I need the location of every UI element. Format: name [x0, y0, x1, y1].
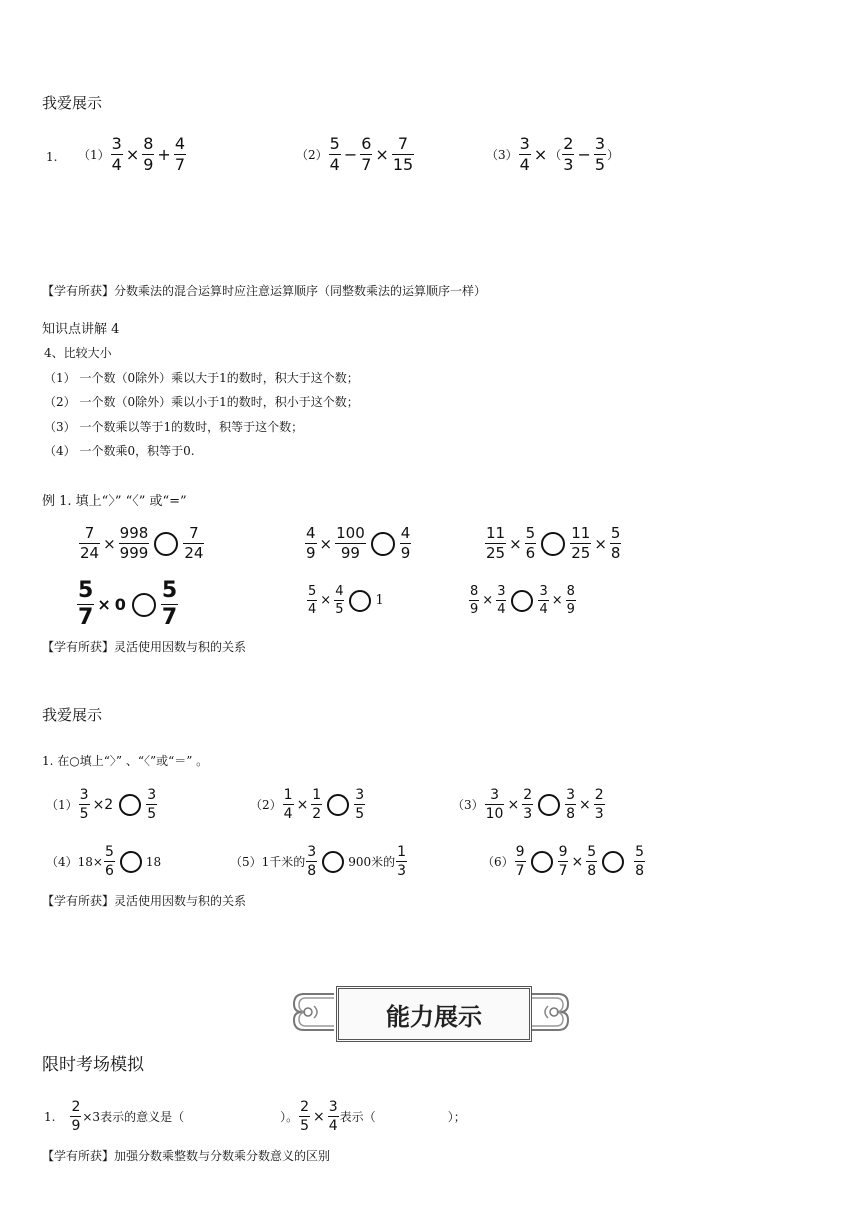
numerator: 5 — [308, 584, 317, 599]
fraction — [354, 788, 365, 821]
numerator: 3 — [497, 584, 506, 599]
numerator: 3 — [594, 134, 606, 153]
fraction — [329, 136, 341, 173]
denominator: 9 — [470, 602, 479, 617]
fraction — [77, 580, 94, 629]
problem-6 — [482, 845, 646, 878]
problem-1 — [46, 788, 158, 821]
example-expression-5 — [306, 585, 384, 616]
denominator: 15 — [392, 155, 414, 174]
compare-circle[interactable] — [511, 590, 533, 612]
compare-circle[interactable] — [541, 532, 565, 556]
expression-label: （2） — [296, 148, 328, 162]
fraction — [396, 845, 407, 878]
numerator: 8 — [566, 584, 575, 599]
denominator: 8 — [307, 863, 317, 879]
operator: × — [482, 593, 494, 608]
fraction — [104, 845, 115, 878]
fraction — [496, 585, 506, 616]
fraction — [610, 526, 622, 561]
zero-value: 0 — [114, 595, 126, 614]
knowledge-item: （2） 一个数（0除外）乘以小于1的数时，积小于这个数； — [44, 395, 359, 409]
question-text: ）； — [447, 1110, 466, 1124]
numerator: 2 — [563, 134, 574, 153]
fraction — [594, 788, 605, 821]
example-expression-6 — [468, 585, 577, 616]
fraction — [307, 585, 317, 616]
operator: − — [343, 145, 358, 164]
fraction — [400, 526, 412, 561]
fraction — [522, 788, 533, 821]
numerator: 3 — [307, 844, 317, 860]
fraction — [558, 845, 569, 878]
denominator: 4 — [111, 155, 122, 174]
denominator: 5 — [594, 155, 606, 174]
operator: × — [509, 534, 522, 553]
question-text: ）。 — [280, 1110, 299, 1124]
fraction — [119, 526, 150, 561]
numerator: 3 — [111, 134, 122, 153]
denominator: 5 — [335, 602, 344, 617]
compare-circle[interactable] — [132, 593, 156, 617]
denominator: 10 — [485, 806, 504, 822]
denominator: 99 — [340, 544, 360, 562]
expression-3 — [486, 136, 619, 173]
exam-title: 限时考场模拟 — [42, 1055, 144, 1075]
numerator: 4 — [174, 134, 186, 153]
denominator: 8 — [566, 806, 576, 822]
numerator: 3 — [79, 787, 89, 803]
example-expression-1 — [78, 526, 205, 561]
numerator: 4 — [400, 524, 411, 542]
compare-circle[interactable] — [322, 851, 344, 873]
numerator: 7 — [84, 524, 95, 542]
problem-number — [46, 138, 57, 176]
denominator: 4 — [497, 602, 506, 617]
denominator: 9 — [566, 602, 575, 617]
question-text: 表示（ — [339, 1110, 376, 1124]
operator: × — [97, 595, 111, 614]
fraction — [570, 526, 591, 561]
expression-1 — [78, 136, 187, 173]
denominator: 4 — [308, 602, 317, 617]
numerator: 3 — [566, 787, 576, 803]
section-title: 我爱展示 — [42, 94, 103, 112]
operator: × — [533, 145, 548, 164]
paren-open: （ — [549, 148, 562, 162]
problem-4 — [46, 845, 161, 878]
numerator: 11 — [486, 524, 506, 542]
operator: + — [157, 145, 171, 164]
denominator: 4 — [328, 1118, 338, 1134]
problem-5 — [230, 845, 408, 878]
compare-circle[interactable] — [602, 851, 624, 873]
numerator: 5 — [587, 844, 597, 860]
problem-number-label: 1. — [46, 150, 58, 164]
paren-close: ） — [607, 148, 620, 162]
numerator: 2 — [71, 1099, 81, 1115]
problem-label: （3） — [452, 798, 484, 812]
fraction — [283, 788, 294, 821]
compare-circle[interactable] — [371, 532, 395, 556]
numerator: 5 — [610, 524, 621, 542]
problem-label: （5）1千米的 — [230, 855, 306, 869]
numerator: 3 — [539, 584, 548, 599]
fraction — [111, 136, 123, 173]
numerator: 4 — [335, 584, 344, 599]
fraction — [360, 136, 372, 173]
denominator: 999 — [119, 544, 149, 562]
fraction — [515, 845, 526, 878]
knowledge-item: （4） 一个数乘0，积等于0. — [44, 444, 195, 458]
denominator: 6 — [104, 863, 114, 879]
numerator: 100 — [336, 524, 365, 542]
learning-gain-note: 【学有所获】灵活使用因数与积的关系 — [42, 894, 247, 908]
fraction — [79, 788, 90, 821]
denominator: 7 — [161, 605, 178, 630]
denominator: 3 — [563, 155, 574, 174]
compare-circle[interactable] — [120, 851, 142, 873]
denominator: 8 — [635, 863, 645, 879]
denominator: 9 — [143, 155, 154, 174]
numerator: 9 — [515, 844, 525, 860]
problem-2 — [250, 788, 366, 821]
fraction — [70, 1100, 81, 1133]
numerator: 8 — [143, 134, 154, 153]
numerator: 5 — [161, 578, 178, 603]
operator: × — [320, 593, 332, 608]
fraction — [485, 526, 506, 561]
problem-label: （4）18× — [46, 855, 103, 869]
compare-circle[interactable] — [154, 532, 178, 556]
numerator: 3 — [490, 787, 500, 803]
denominator: 7 — [174, 155, 186, 174]
problem-label: （6） — [482, 855, 514, 869]
numerator: 5 — [329, 134, 340, 153]
denominator: 7 — [361, 155, 372, 174]
denominator: 2 — [312, 806, 322, 822]
compare-circle[interactable] — [531, 851, 553, 873]
denominator: 4 — [519, 155, 530, 174]
numerator: 5 — [104, 844, 114, 860]
example-expression-4 — [76, 580, 179, 629]
operator: × — [551, 593, 563, 608]
exam-question-1 — [44, 1100, 466, 1133]
denominator: 5 — [355, 806, 365, 822]
denominator: 3 — [397, 863, 407, 879]
fraction — [634, 845, 645, 878]
fraction — [586, 845, 597, 878]
fraction — [392, 136, 414, 173]
denominator: 25 — [571, 544, 591, 562]
fraction — [469, 585, 479, 616]
learning-gain-note: 【学有所获】加强分数乘整数与分数乘分数意义的区别 — [42, 1149, 331, 1163]
ornament-right-icon — [526, 988, 572, 1036]
numerator: 3 — [355, 787, 365, 803]
problem-text: 900米的 — [348, 855, 396, 869]
denominator: 5 — [79, 806, 89, 822]
fraction — [594, 136, 606, 173]
operator: × — [103, 534, 116, 553]
numerator: 5 — [525, 524, 536, 542]
denominator: 9 — [71, 1118, 81, 1134]
compare-circle[interactable] — [538, 794, 560, 816]
fraction — [79, 526, 100, 561]
question-text: ×3表示的意义是（ — [82, 1110, 185, 1124]
numerator: 9 — [558, 844, 568, 860]
numerator: 8 — [470, 584, 479, 599]
denominator: 4 — [539, 602, 548, 617]
fraction — [335, 526, 366, 561]
knowledge-item: （1） 一个数（0除外）乘以大于1的数时，积大于这个数； — [44, 371, 359, 385]
numerator: 2 — [523, 787, 533, 803]
fraction — [306, 845, 317, 878]
learning-gain-note: 【学有所获】灵活使用因数与积的关系 — [42, 640, 247, 654]
problem-label: （1） — [46, 798, 78, 812]
expression-2 — [296, 136, 415, 173]
denominator: 4 — [283, 806, 293, 822]
fraction — [299, 1100, 310, 1133]
section-title: 我爱展示 — [42, 706, 103, 724]
denominator: 3 — [523, 806, 533, 822]
operator: × — [507, 796, 520, 813]
fraction — [566, 585, 576, 616]
numerator: 1 — [283, 787, 293, 803]
fraction — [562, 136, 574, 173]
fraction — [305, 526, 317, 561]
fraction — [161, 580, 178, 629]
numerator: 998 — [119, 524, 149, 542]
denominator: 24 — [184, 544, 204, 562]
denominator: 4 — [329, 155, 340, 174]
problem-label: （2） — [250, 798, 282, 812]
numerator: 3 — [147, 787, 157, 803]
example-title: 例 1. 填上“〉” “〈” 或“=” — [42, 494, 187, 509]
operator: × — [571, 853, 584, 870]
example-expression-3 — [484, 526, 622, 561]
denominator: 8 — [610, 544, 621, 562]
denominator: 9 — [306, 544, 316, 562]
numerator: 7 — [189, 524, 199, 542]
operator: × — [319, 534, 333, 553]
expression-label: （1） — [78, 148, 110, 162]
operator: × — [313, 1108, 325, 1125]
numerator: 4 — [306, 524, 316, 542]
compare-circle[interactable] — [349, 590, 371, 612]
denominator: 9 — [400, 544, 411, 562]
numerator: 11 — [571, 524, 591, 542]
fraction — [328, 1100, 339, 1133]
operator: − — [577, 145, 591, 164]
operator: × — [579, 796, 591, 813]
fraction — [183, 526, 204, 561]
fraction — [146, 788, 157, 821]
fraction — [174, 136, 186, 173]
numerator: 6 — [361, 134, 372, 153]
problem-3 — [452, 788, 606, 821]
denominator: 25 — [486, 544, 506, 562]
numerator: 1 — [397, 844, 407, 860]
denominator: 7 — [558, 863, 568, 879]
operator: ×2 — [92, 796, 114, 813]
fraction — [519, 136, 531, 173]
ornament-left-icon — [290, 988, 336, 1036]
fraction — [525, 526, 537, 561]
banner-title: 能力展示 — [386, 1002, 482, 1031]
operator: × — [594, 534, 607, 553]
knowledge-title: 知识点讲解 4 — [42, 322, 120, 337]
operator: × — [125, 145, 140, 164]
operator: × — [296, 796, 309, 813]
denominator: 8 — [587, 863, 597, 879]
fraction — [485, 788, 505, 821]
knowledge-item: （3） 一个数乘以等于1的数时，积等于这个数； — [44, 420, 304, 434]
numerator: 1 — [312, 787, 322, 803]
fraction — [565, 788, 576, 821]
rhs-value: 18 — [145, 854, 162, 869]
numerator: 7 — [397, 134, 409, 153]
fraction — [538, 585, 548, 616]
denominator: 5 — [300, 1118, 310, 1134]
denominator: 24 — [80, 544, 100, 562]
operator: × — [375, 145, 389, 164]
question-number: 1. — [44, 1109, 56, 1124]
compare-circle[interactable] — [119, 794, 141, 816]
numerator: 5 — [78, 578, 94, 603]
compare-circle[interactable] — [327, 794, 349, 816]
fraction — [334, 585, 344, 616]
denominator: 7 — [515, 863, 525, 879]
numerator: 2 — [300, 1099, 310, 1115]
expression-label: （3） — [486, 148, 518, 162]
denominator: 5 — [147, 806, 157, 822]
numerator: 3 — [519, 134, 530, 153]
learning-gain-note: 【学有所获】分数乘法的混合运算时应注意运算顺序（同整数乘法的运算顺序一样） — [42, 284, 487, 298]
denominator: 3 — [594, 806, 604, 822]
denominator: 7 — [78, 605, 94, 630]
example-expression-2 — [304, 526, 412, 561]
rhs-value: 1 — [375, 593, 384, 608]
numerator: 2 — [594, 787, 604, 803]
fraction — [311, 788, 322, 821]
fraction — [142, 136, 154, 173]
numerator: 5 — [635, 844, 645, 860]
knowledge-subtitle: 4、比较大小 — [44, 346, 112, 360]
denominator: 6 — [525, 544, 536, 562]
numerator: 3 — [328, 1099, 338, 1115]
ability-banner — [290, 978, 572, 1046]
instruction: 1. 在○填上“〉” 、“〈”或“＝” 。 — [42, 754, 209, 768]
